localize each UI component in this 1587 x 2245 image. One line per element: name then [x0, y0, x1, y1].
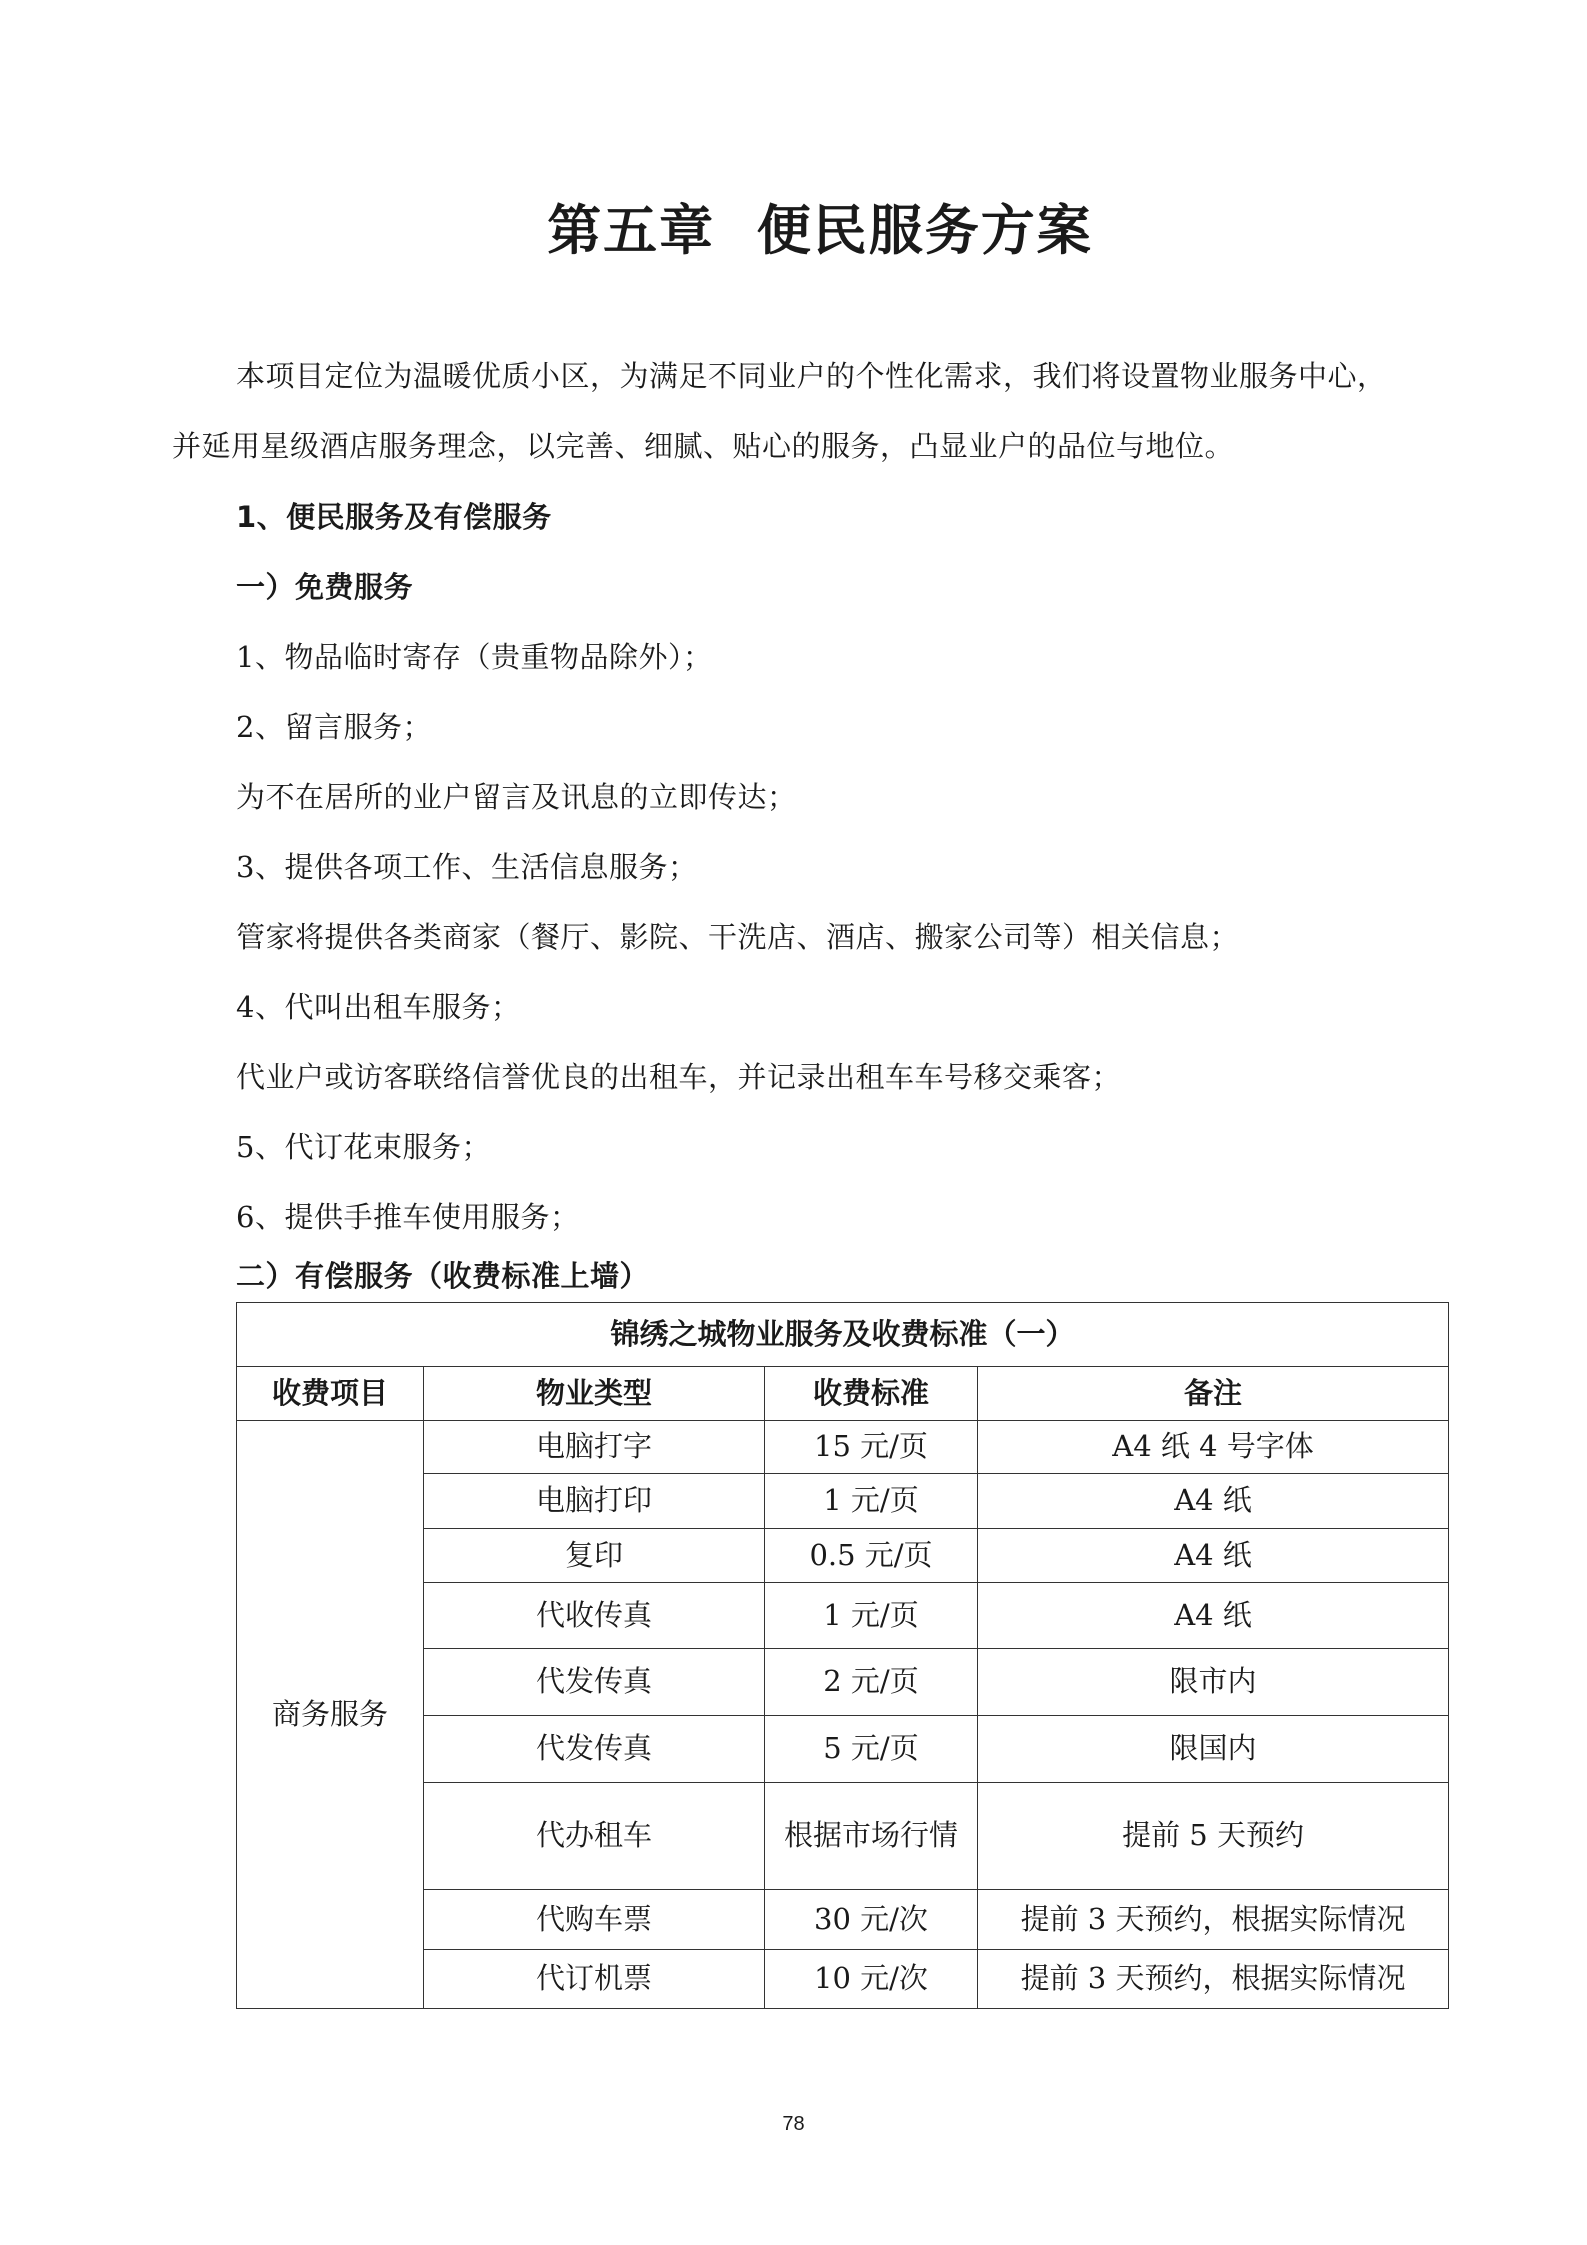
fee-table	[236, 1302, 1449, 2009]
type-cell: 电脑打印	[424, 1474, 765, 1529]
header-property-type: 物业类型	[424, 1367, 765, 1421]
note-cell: A4 纸	[978, 1583, 1449, 1649]
note-cell: 提前 3 天预约，根据实际情况	[978, 1950, 1449, 2009]
note-cell: A4 纸	[978, 1529, 1449, 1583]
type-cell: 电脑打字	[424, 1421, 765, 1474]
free-item: 1、物品临时寄存（贵重物品除外）；	[236, 640, 713, 674]
type-cell: 代收传真	[424, 1583, 765, 1649]
fee-table-caption: 锦绣之城物业服务及收费标准（一）	[237, 1303, 1449, 1367]
note-cell: A4 纸	[978, 1474, 1449, 1529]
free-item: 为不在居所的业户留言及讯息的立即传达；	[236, 780, 797, 814]
type-cell: 复印	[424, 1529, 765, 1583]
fee-cell: 1 元/页	[765, 1583, 978, 1649]
fee-cell: 0.5 元/页	[765, 1529, 978, 1583]
free-item: 代业户或访客联络信誉优良的出租车，并记录出租车车号移交乘客；	[236, 1060, 1122, 1094]
fee-cell: 根据市场行情	[765, 1783, 978, 1890]
free-item: 4、代叫出租车服务；	[236, 990, 521, 1024]
note-cell: 提前 3 天预约，根据实际情况	[978, 1890, 1449, 1950]
free-item: 2、留言服务；	[236, 710, 432, 744]
type-cell: 代办租车	[424, 1783, 765, 1890]
type-cell: 代发传真	[424, 1649, 765, 1716]
header-fee-standard: 收费标准	[765, 1367, 978, 1421]
note-cell: 限国内	[978, 1716, 1449, 1783]
free-item: 3、提供各项工作、生活信息服务；	[236, 850, 698, 884]
note-cell: A4 纸 4 号字体	[978, 1421, 1449, 1474]
free-services-heading: 一）免费服务	[236, 570, 414, 604]
type-cell: 代购车票	[424, 1890, 765, 1950]
fee-cell: 10 元/次	[765, 1950, 978, 2009]
note-cell: 限市内	[978, 1649, 1449, 1716]
paid-services-heading: 二）有偿服务（收费标准上墙）	[236, 1259, 650, 1293]
page-title: 第五章 便民服务方案	[547, 199, 1093, 262]
table-row	[237, 1421, 1449, 1474]
type-cell: 代发传真	[424, 1716, 765, 1783]
intro-paragraph-line-2: 并延用星级酒店服务理念，以完善、细腻、贴心的服务，凸显业户的品位与地位。	[172, 429, 1235, 463]
fee-table-header-row	[237, 1367, 1449, 1421]
fee-cell: 5 元/页	[765, 1716, 978, 1783]
free-item: 5、代订花束服务；	[236, 1130, 491, 1164]
category-cell: 商务服务	[237, 1421, 424, 2009]
type-cell: 代订机票	[424, 1950, 765, 2009]
free-item: 6、提供手推车使用服务；	[236, 1200, 580, 1234]
fee-cell: 30 元/次	[765, 1890, 978, 1950]
fee-cell: 2 元/页	[765, 1649, 978, 1716]
section-heading: 1、便民服务及有偿服务	[236, 500, 552, 534]
intro-paragraph-line-1: 本项目定位为温暖优质小区，为满足不同业户的个性化需求，我们将设置物业服务中心，	[236, 359, 1387, 393]
free-item: 管家将提供各类商家（餐厅、影院、干洗店、酒店、搬家公司等）相关信息；	[236, 920, 1240, 954]
header-remarks: 备注	[978, 1367, 1449, 1421]
header-fee-item: 收费项目	[237, 1367, 424, 1421]
fee-cell: 15 元/页	[765, 1421, 978, 1474]
fee-cell: 1 元/页	[765, 1474, 978, 1529]
note-cell: 提前 5 天预约	[978, 1783, 1449, 1890]
page-number: 78	[782, 2113, 805, 2135]
